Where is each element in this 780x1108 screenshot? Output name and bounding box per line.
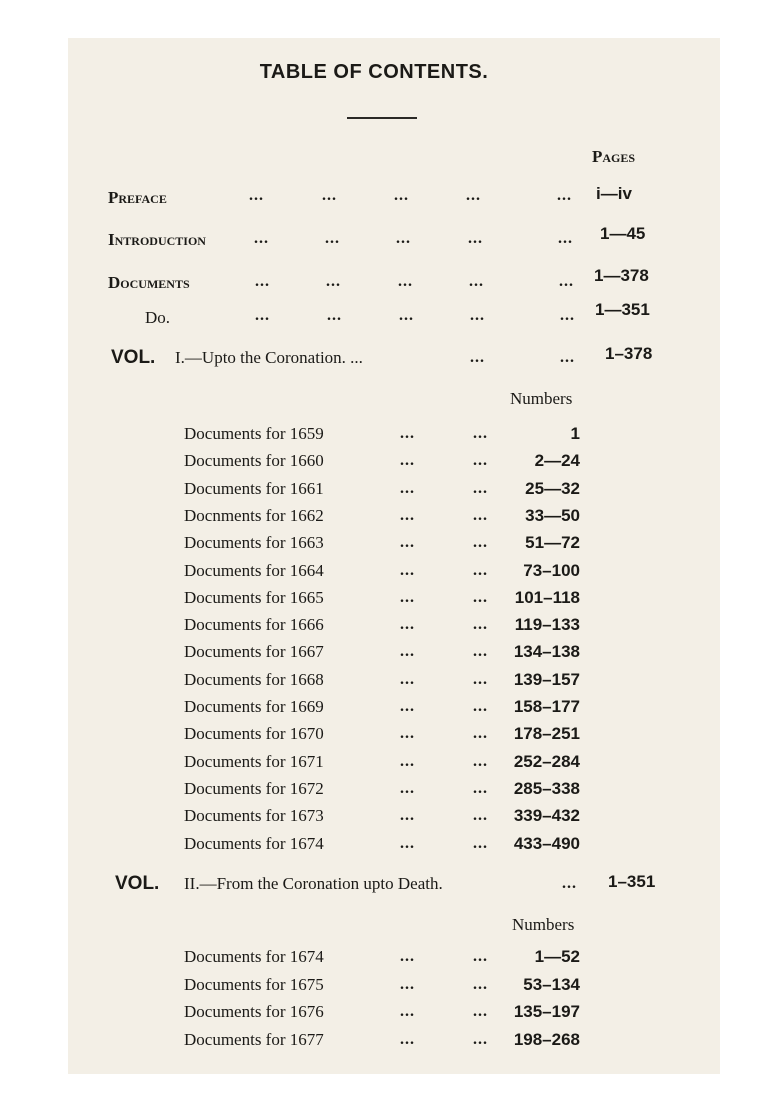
- document-label: Documents for 1669: [184, 697, 324, 716]
- document-numbers: 433–490: [513, 833, 580, 853]
- leader-dots: ...: [322, 187, 337, 204]
- document-numbers: 1—52: [534, 947, 580, 966]
- document-label: Documents for 1673: [184, 806, 324, 826]
- leader-dots: ...: [400, 1031, 415, 1049]
- leader-dots: ...: [473, 670, 488, 688]
- leader-dots: ...: [400, 534, 415, 552]
- document-label: Documents for 1668: [184, 669, 324, 689]
- document-numbers: 51—72: [525, 533, 580, 553]
- document-label: Documents for 1665: [184, 587, 324, 607]
- leader-dots: ...: [560, 307, 575, 324]
- document-label: Documents for 1672: [184, 778, 324, 798]
- leader-dots: ...: [473, 948, 488, 965]
- leader-dots: ...: [473, 506, 488, 524]
- document-numbers: 134–138: [513, 642, 580, 662]
- pages-column-header: Pages: [592, 147, 636, 166]
- leader-dots: ...: [400, 807, 415, 825]
- leader-dots: ...: [469, 273, 484, 290]
- leader-dots: ...: [400, 698, 415, 715]
- leader-dots: ...: [473, 534, 488, 552]
- numbers-column-header: Numbers: [510, 389, 573, 408]
- document-numbers: 1: [570, 424, 580, 443]
- document-label: Documents for 1660: [184, 451, 324, 471]
- leader-dots: ...: [400, 643, 415, 661]
- leader-dots: ...: [473, 479, 488, 497]
- leader-dots: ...: [400, 670, 415, 688]
- section-label: Introduction: [108, 230, 206, 249]
- leader-dots: ...: [400, 725, 415, 743]
- leader-dots: ...: [400, 561, 415, 579]
- section-pages: 1—45: [600, 224, 646, 243]
- leader-dots: ...: [473, 1031, 488, 1049]
- leader-dots: ...: [466, 187, 481, 204]
- leader-dots: ...: [473, 616, 488, 634]
- document-numbers: 25—32: [525, 478, 580, 498]
- document-numbers: 33—50: [525, 505, 580, 525]
- leader-dots: ...: [560, 349, 575, 366]
- volume-label: VOL.: [115, 873, 160, 894]
- document-numbers: 73–100: [523, 560, 580, 580]
- leader-dots: ...: [400, 1003, 415, 1021]
- leader-dots: ...: [557, 187, 572, 204]
- document-numbers: 53–134: [523, 974, 580, 994]
- leader-dots: ...: [473, 834, 488, 852]
- leader-dots: ...: [249, 187, 264, 204]
- document-label: Documents for 1664: [184, 560, 324, 580]
- document-page: [68, 38, 720, 1074]
- leader-dots: ...: [398, 273, 413, 290]
- document-label: Documents for 1676: [184, 1002, 324, 1022]
- volume-label: VOL.: [111, 347, 156, 368]
- section-label: Documents: [108, 273, 190, 292]
- document-label: Documents for 1663: [184, 533, 324, 553]
- section-pages: 1—378: [594, 266, 649, 285]
- volume-pages: 1–351: [608, 872, 656, 891]
- document-numbers: 285–338: [513, 778, 580, 798]
- document-label: Documents for 1674: [184, 947, 324, 966]
- leader-dots: ...: [470, 307, 485, 324]
- volume-title: I.—Upto the Coronation. ...: [175, 348, 363, 367]
- document-label: Documents for 1674: [184, 833, 324, 853]
- leader-dots: ...: [473, 588, 488, 606]
- leader-dots: ...: [327, 307, 342, 324]
- document-label: Documents for 1667: [184, 642, 324, 662]
- document-label: Documents for 1666: [184, 615, 324, 635]
- document-label: Documents for 1659: [184, 424, 324, 443]
- page-title: TABLE OF CONTENTS.: [259, 61, 489, 83]
- document-label: Documents for 1670: [184, 724, 324, 744]
- document-numbers: 135–197: [513, 1002, 580, 1022]
- document-numbers: 178–251: [513, 724, 580, 744]
- leader-dots: ...: [473, 643, 488, 661]
- leader-dots: ...: [396, 230, 411, 247]
- document-label: Docnments for 1662: [184, 505, 324, 525]
- leader-dots: ...: [468, 230, 483, 247]
- leader-dots: ...: [473, 779, 488, 797]
- section-label: Preface: [108, 188, 167, 207]
- leader-dots: ...: [400, 452, 415, 470]
- leader-dots: ...: [400, 588, 415, 606]
- document-label: Documents for 1677: [184, 1030, 324, 1050]
- leader-dots: ...: [400, 779, 415, 797]
- leader-dots: ...: [473, 807, 488, 825]
- document-numbers: 198–268: [513, 1030, 580, 1050]
- document-numbers: 101–118: [514, 587, 580, 607]
- leader-dots: ...: [400, 975, 415, 993]
- section-label: Do.: [145, 308, 171, 327]
- leader-dots: ...: [400, 948, 415, 965]
- leader-dots: ...: [400, 506, 415, 524]
- leader-dots: ...: [473, 725, 488, 743]
- numbers-column-header: Numbers: [512, 915, 575, 934]
- document-numbers: 252–284: [513, 751, 580, 771]
- leader-dots: ...: [473, 452, 488, 470]
- document-label: Documents for 1671: [184, 751, 324, 771]
- document-label: Documents for 1675: [184, 974, 324, 994]
- leader-dots: ...: [558, 230, 573, 247]
- leader-dots: ...: [400, 752, 415, 770]
- leader-dots: ...: [473, 975, 488, 993]
- section-pages: i—iv: [596, 184, 632, 203]
- document-numbers: 119–133: [514, 615, 580, 635]
- leader-dots: ...: [400, 834, 415, 852]
- leader-dots: ...: [400, 479, 415, 497]
- leader-dots: ...: [473, 1003, 488, 1021]
- leader-dots: ...: [470, 349, 485, 366]
- leader-dots: ...: [559, 273, 574, 290]
- volume-title: II.—From the Coronation upto Death.: [184, 874, 443, 893]
- leader-dots: ...: [473, 698, 488, 715]
- leader-dots: ...: [473, 561, 488, 579]
- leader-dots: ...: [473, 752, 488, 770]
- leader-dots: ...: [400, 425, 415, 442]
- leader-dots: ...: [562, 875, 577, 892]
- leader-dots: ...: [400, 616, 415, 634]
- leader-dots: ...: [325, 230, 340, 247]
- title-rule: [347, 117, 417, 119]
- leader-dots: ...: [255, 307, 270, 324]
- volume-pages: 1–378: [605, 344, 653, 363]
- document-numbers: 2—24: [534, 451, 580, 471]
- leader-dots: ...: [255, 273, 270, 290]
- leader-dots: ...: [326, 273, 341, 290]
- document-label: Documents for 1661: [184, 478, 324, 498]
- section-pages: 1—351: [595, 300, 650, 319]
- leader-dots: ...: [254, 230, 269, 247]
- leader-dots: ...: [394, 187, 409, 204]
- document-numbers: 139–157: [513, 669, 580, 689]
- document-numbers: 158–177: [513, 697, 580, 716]
- leader-dots: ...: [399, 307, 414, 324]
- document-numbers: 339–432: [513, 806, 580, 826]
- leader-dots: ...: [473, 425, 488, 442]
